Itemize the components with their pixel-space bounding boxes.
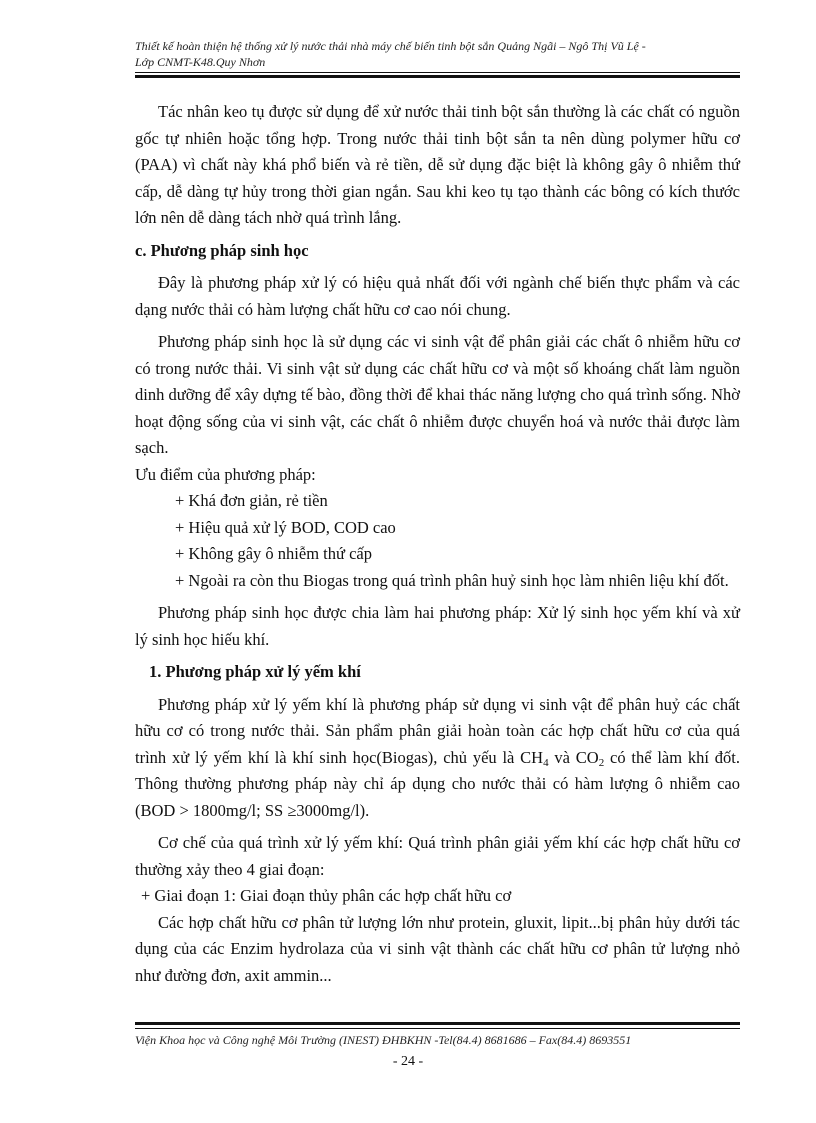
advantage-item: + Khá đơn giản, rẻ tiền bbox=[175, 491, 328, 510]
header-rule-thin bbox=[135, 72, 740, 73]
page-body bbox=[135, 99, 740, 989]
advantage-item: + Ngoài ra còn thu Biogas trong quá trình phân huỷ sinh học làm nhiên liệu khí đốt. bbox=[175, 570, 729, 590]
anaerobic-text-a: Phương pháp xử lý yếm khí là phương pháp sử dụng vi sinh vật để phân huỷ các chất hữu cơ có trong nước thải. Sản phẩm phân giải hoàn toàn các hợp chất hữu cơ của quá trình xử lý yếm khí là khí sinh học(Biogas), chủ yếu là CH bbox=[135, 694, 740, 767]
anaerobic-text-c: có thể làm khí đốt. Thông thường phương pháp này chỉ áp dụng cho nước thải có hàm lượng ô nhiễm cao (BOD > 1800mg/l; SS ≥3000mg/l). bbox=[135, 747, 740, 820]
footer-rule-thin bbox=[135, 1028, 740, 1029]
header-line-1: Thiết kế hoàn thiện hệ thống xử lý nước thải nhà máy chế biến tinh bột sắn Quảng Ngãi – Ngô Thị Vũ Lệ - bbox=[135, 39, 646, 53]
paragraph-coagulant: Tác nhân keo tụ được sử dụng để xử nước thải tinh bột sắn thường là các chất có nguồn gốc tự nhiên hoặc tổng hợp. Trong nước thải tinh bột sắn ta nên dùng polymer hữu cơ (PAA) vì chất này khá phổ biến và rẻ tiền, dễ sử dụng đặc biệt là không gây ô nhiễm thứ cấp, dễ dàng tự hủy trong thời gian ngắn. Sau khi keo tụ tạo thành các bông có kích thước lớn nên dễ dàng tách nhờ quá trình lắng. bbox=[135, 102, 740, 227]
paragraph-effectiveness: Đây là phương pháp xử lý có hiệu quả nhất đối với ngành chế biến thực phẩm và các dạng nước thải có hàm lượng chất hữu cơ cao nói chung. bbox=[135, 273, 740, 319]
page-header bbox=[135, 38, 740, 70]
advantage-item: + Hiệu quả xử lý BOD, COD cao bbox=[175, 517, 396, 537]
header-line-2: Lớp CNMT-K48.Quy Nhơn bbox=[135, 55, 266, 69]
co2-subscript: 2 bbox=[598, 756, 605, 769]
heading-anaerobic-method: 1. Phương pháp xử lý yếm khí bbox=[149, 662, 361, 681]
paragraph-two-methods: Phương pháp sinh học được chia làm hai phương pháp: Xử lý sinh học yếm khí và xử lý sinh học hiếu khí. bbox=[135, 603, 740, 649]
advantage-item: + Không gây ô nhiễm thứ cấp bbox=[175, 544, 372, 563]
footer-rule-thick bbox=[135, 1022, 740, 1025]
page-footer: Viện Khoa học và Công nghệ Môi Trường (INEST) ĐHBKHN -Tel(84.4) 8681686 – Fax(84.4) 8693551 bbox=[135, 1033, 632, 1047]
stage-1-label: + Giai đoạn 1: Giai đoạn thủy phân các hợp chất hữu cơ bbox=[141, 886, 512, 905]
paragraph-mechanism: Cơ chế của quá trình xử lý yếm khí: Quá trình phân giải yếm khí các hợp chất hữu cơ thường xảy theo 4 giai đoạn: bbox=[135, 833, 740, 879]
ch4-subscript: 4 bbox=[543, 756, 549, 769]
paragraph-hydrolysis: Các hợp chất hữu cơ phân tử lượng lớn như protein, gluxit, lipit...bị phân hủy dưới tác dụng của các Enzim hydrolaza của vi sinh vật thành các chất hữu cơ phân tử lượng nhỏ như đường đơn, axit ammin... bbox=[135, 912, 740, 985]
paragraph-anaerobic bbox=[135, 692, 740, 825]
page-number: - 24 - bbox=[392, 1054, 424, 1069]
heading-biological-method: c. Phương pháp sinh học bbox=[135, 240, 309, 260]
anaerobic-text-b: và CO bbox=[548, 747, 599, 767]
header-rule-thick bbox=[135, 75, 740, 78]
paragraph-biological-principle: Phương pháp sinh học là sử dụng các vi sinh vật để phân giải các chất ô nhiễm hữu cơ có trong nước thải. Vi sinh vật sử dụng các chất hữu cơ và một số khoáng chất làm nguồn dinh dưỡng để xây dựng tế bào, đồng thời để khai thác năng lượng cho quá trình sống. Nhờ hoạt động sống của vi sinh vật, các chất ô nhiễm được chuyển hoá và nước thải được làm sạch. bbox=[135, 332, 740, 457]
advantages-label: Ưu điểm của phương pháp: bbox=[135, 464, 316, 484]
